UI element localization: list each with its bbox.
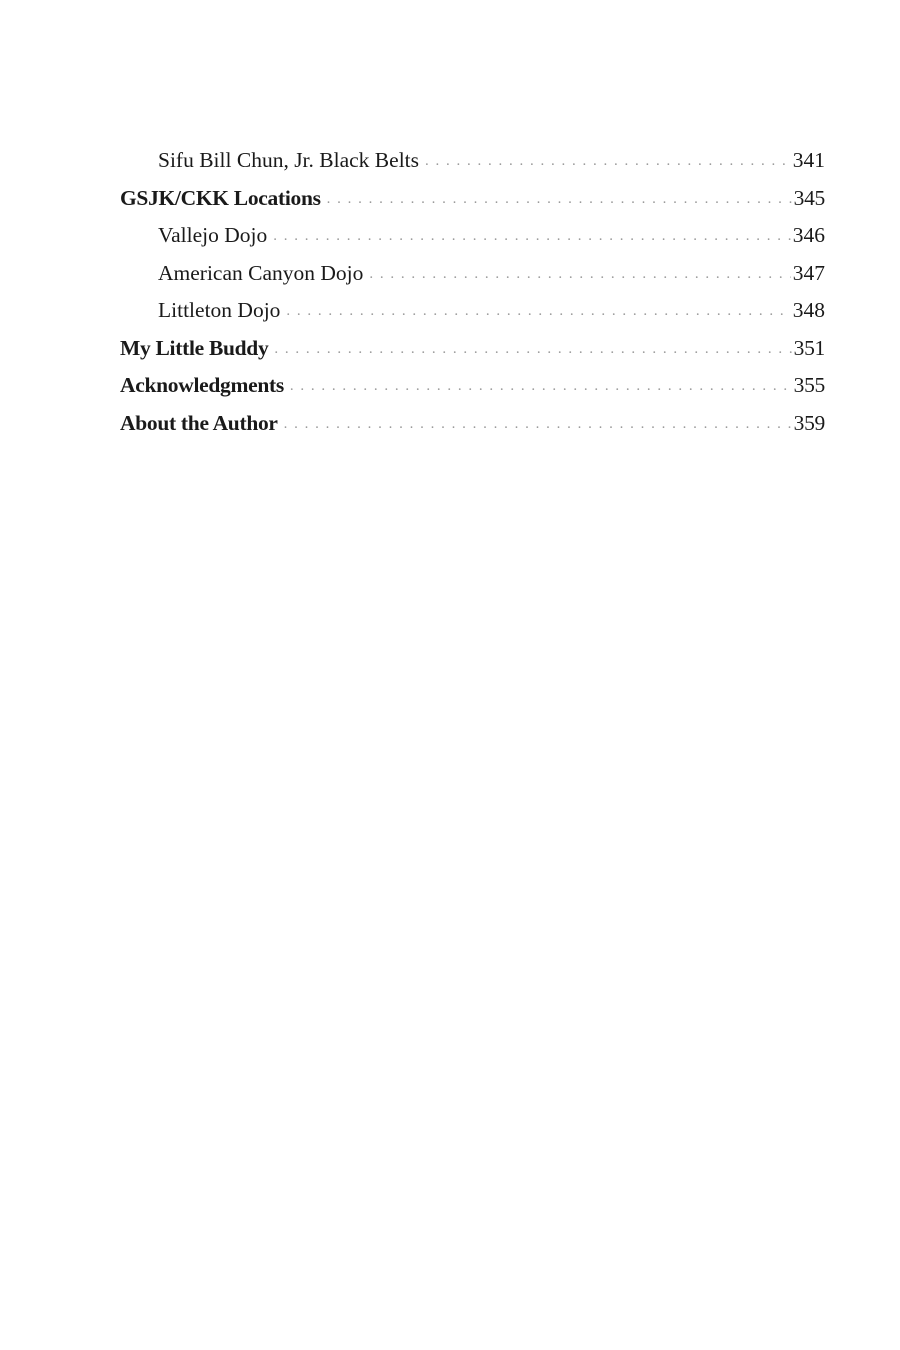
toc-entry-title: Sifu Bill Chun, Jr. Black Belts [158, 148, 420, 172]
toc-dot-leader [286, 293, 790, 331]
toc-entry-locations [120, 180, 825, 218]
toc-dot-leader [425, 143, 791, 181]
toc-entry-title: My Little Buddy [120, 335, 269, 360]
toc-entry-title: Vallejo Dojo [158, 223, 268, 247]
toc-entry-black-belts [120, 142, 825, 180]
toc-entry-title: GSJK/CKK Locations [120, 185, 321, 210]
toc-entry-title: American Canyon Dojo [158, 260, 364, 285]
toc-entry-littleton-dojo [120, 292, 825, 330]
toc-entry-vallejo-dojo [120, 217, 825, 255]
toc-entry-page-number: 346 [792, 223, 825, 247]
table-of-contents [120, 142, 825, 442]
toc-entry-page-number: 359 [793, 410, 825, 435]
toc-dot-leader [284, 406, 792, 444]
toc-entry-page-number: 345 [793, 185, 825, 210]
toc-entry-title: Littleton Dojo [158, 298, 281, 322]
toc-entry-american-canyon-dojo [120, 255, 825, 293]
toc-dot-leader [273, 218, 790, 256]
toc-dot-leader [290, 368, 792, 406]
toc-entry-title: Acknowledgments [120, 373, 284, 397]
toc-entry-page-number: 347 [792, 260, 825, 285]
toc-dot-leader [327, 181, 792, 219]
toc-entry-page-number: 341 [792, 148, 825, 172]
toc-entry-page-number: 355 [793, 373, 825, 397]
toc-entry-page-number: 348 [792, 298, 825, 322]
toc-dot-leader [274, 331, 791, 369]
toc-entry-page-number: 351 [793, 335, 825, 360]
toc-entry-about-the-author [120, 405, 825, 443]
toc-entry-title: About the Author [120, 410, 278, 435]
toc-entry-my-little-buddy [120, 330, 825, 368]
toc-dot-leader [369, 256, 790, 294]
toc-entry-acknowledgments [120, 367, 825, 405]
